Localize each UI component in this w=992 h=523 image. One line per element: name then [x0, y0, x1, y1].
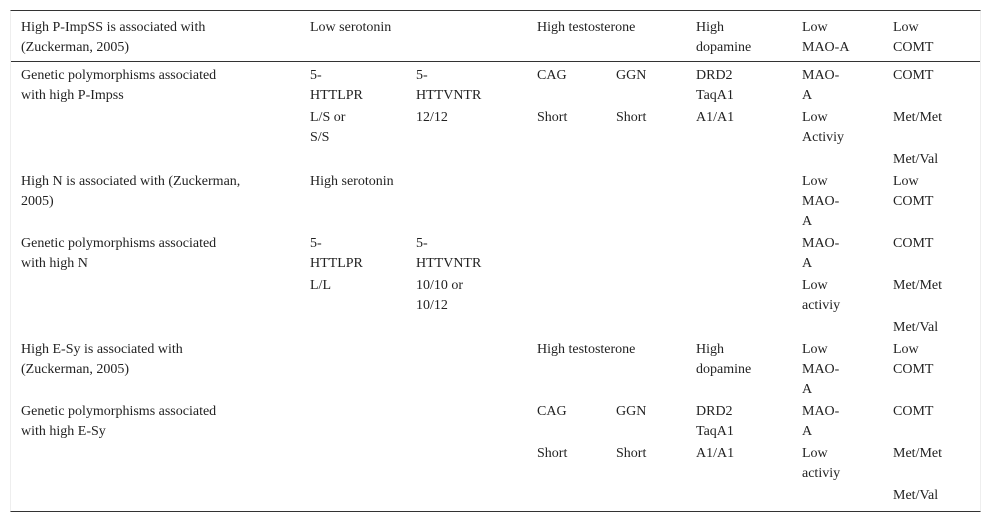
esy-maoa: MAO- A — [802, 404, 840, 439]
data-table — [10, 10, 981, 512]
pimpss-cag-allele: Short — [537, 110, 568, 125]
n-assoc-comt: Low COMT — [893, 174, 934, 209]
pimpss-httvntr: 5- HTTVNTR — [416, 68, 482, 103]
pimpss-maoa: MAO- A — [802, 68, 840, 103]
esy-comt-allele-extra: Met/Val — [893, 488, 939, 503]
n-comt: COMT — [893, 236, 934, 251]
esy-assoc-comt: Low COMT — [893, 342, 934, 377]
pimpss-httvntr-allele: 12/12 — [416, 110, 448, 125]
esy-comt-allele: Met/Met — [893, 446, 942, 461]
esy-assoc-label: High E-Sy is associated with (Zuckerman, 2005) — [21, 342, 183, 377]
pimpss-genes-label: Genetic polymorphisms associated with high P-Impss — [21, 68, 217, 103]
esy-assoc-dopamine: High dopamine — [696, 342, 752, 377]
esy-cag-allele: Short — [537, 446, 568, 461]
pimpss-cag: CAG — [537, 68, 567, 83]
esy-maoa-allele: Low activiy — [802, 446, 841, 481]
pimpss-maoa-allele: Low Activiy — [802, 110, 844, 145]
header-label-cell — [21, 18, 205, 58]
pimpss-httlpr-allele: L/S or S/S — [310, 110, 346, 145]
header-testosterone: High testosterone — [537, 20, 636, 35]
header-dopamine: High dopamine — [696, 20, 752, 55]
n-httvntr-allele: 10/10 or 10/12 — [416, 278, 464, 313]
pimpss-ggn-allele: Short — [616, 110, 647, 125]
pimpss-httlpr: 5- HTTLPR — [310, 68, 363, 103]
esy-drd2-allele: A1/A1 — [696, 446, 735, 461]
n-comt-allele-extra: Met/Val — [893, 320, 939, 335]
header-comt: Low COMT — [893, 20, 934, 55]
n-comt-allele: Met/Met — [893, 278, 942, 293]
header-serotonin: Low serotonin — [310, 20, 392, 35]
pimpss-comt: COMT — [893, 68, 934, 83]
esy-drd2: DRD2 TaqA1 — [696, 404, 734, 439]
n-maoa-allele: Low activiy — [802, 278, 841, 313]
header-divider — [11, 61, 980, 62]
n-httlpr-allele: L/L — [310, 278, 331, 293]
n-assoc-maoa: Low MAO- A — [802, 174, 840, 229]
pimpss-comt-allele: Met/Met — [893, 110, 942, 125]
n-httvntr: 5- HTTVNTR — [416, 236, 482, 271]
n-assoc-label: High N is associated with (Zuckerman, 2005) — [21, 174, 241, 209]
esy-comt: COMT — [893, 404, 934, 419]
n-maoa: MAO- A — [802, 236, 840, 271]
n-genes-label: Genetic polymorphisms associated with high N — [21, 236, 217, 271]
esy-cag: CAG — [537, 404, 567, 419]
header-label-line1: High P-ImpSS is associated with — [21, 20, 206, 35]
esy-assoc-maoa: Low MAO- A — [802, 342, 840, 397]
esy-assoc-testosterone: High testosterone — [537, 342, 636, 357]
n-httlpr: 5- HTTLPR — [310, 236, 363, 271]
header-maoa: Low MAO-A — [802, 20, 850, 55]
esy-genes-label: Genetic polymorphisms associated with high E-Sy — [21, 404, 217, 439]
esy-ggn: GGN — [616, 404, 647, 419]
n-assoc-serotonin: High serotonin — [310, 174, 394, 189]
esy-ggn-allele: Short — [616, 446, 647, 461]
pimpss-ggn: GGN — [616, 68, 647, 83]
pimpss-drd2-allele: A1/A1 — [696, 110, 735, 125]
pimpss-comt-allele-extra: Met/Val — [893, 152, 939, 167]
header-label-line2: (Zuckerman, 2005) — [21, 40, 130, 55]
pimpss-drd2: DRD2 TaqA1 — [696, 68, 734, 103]
